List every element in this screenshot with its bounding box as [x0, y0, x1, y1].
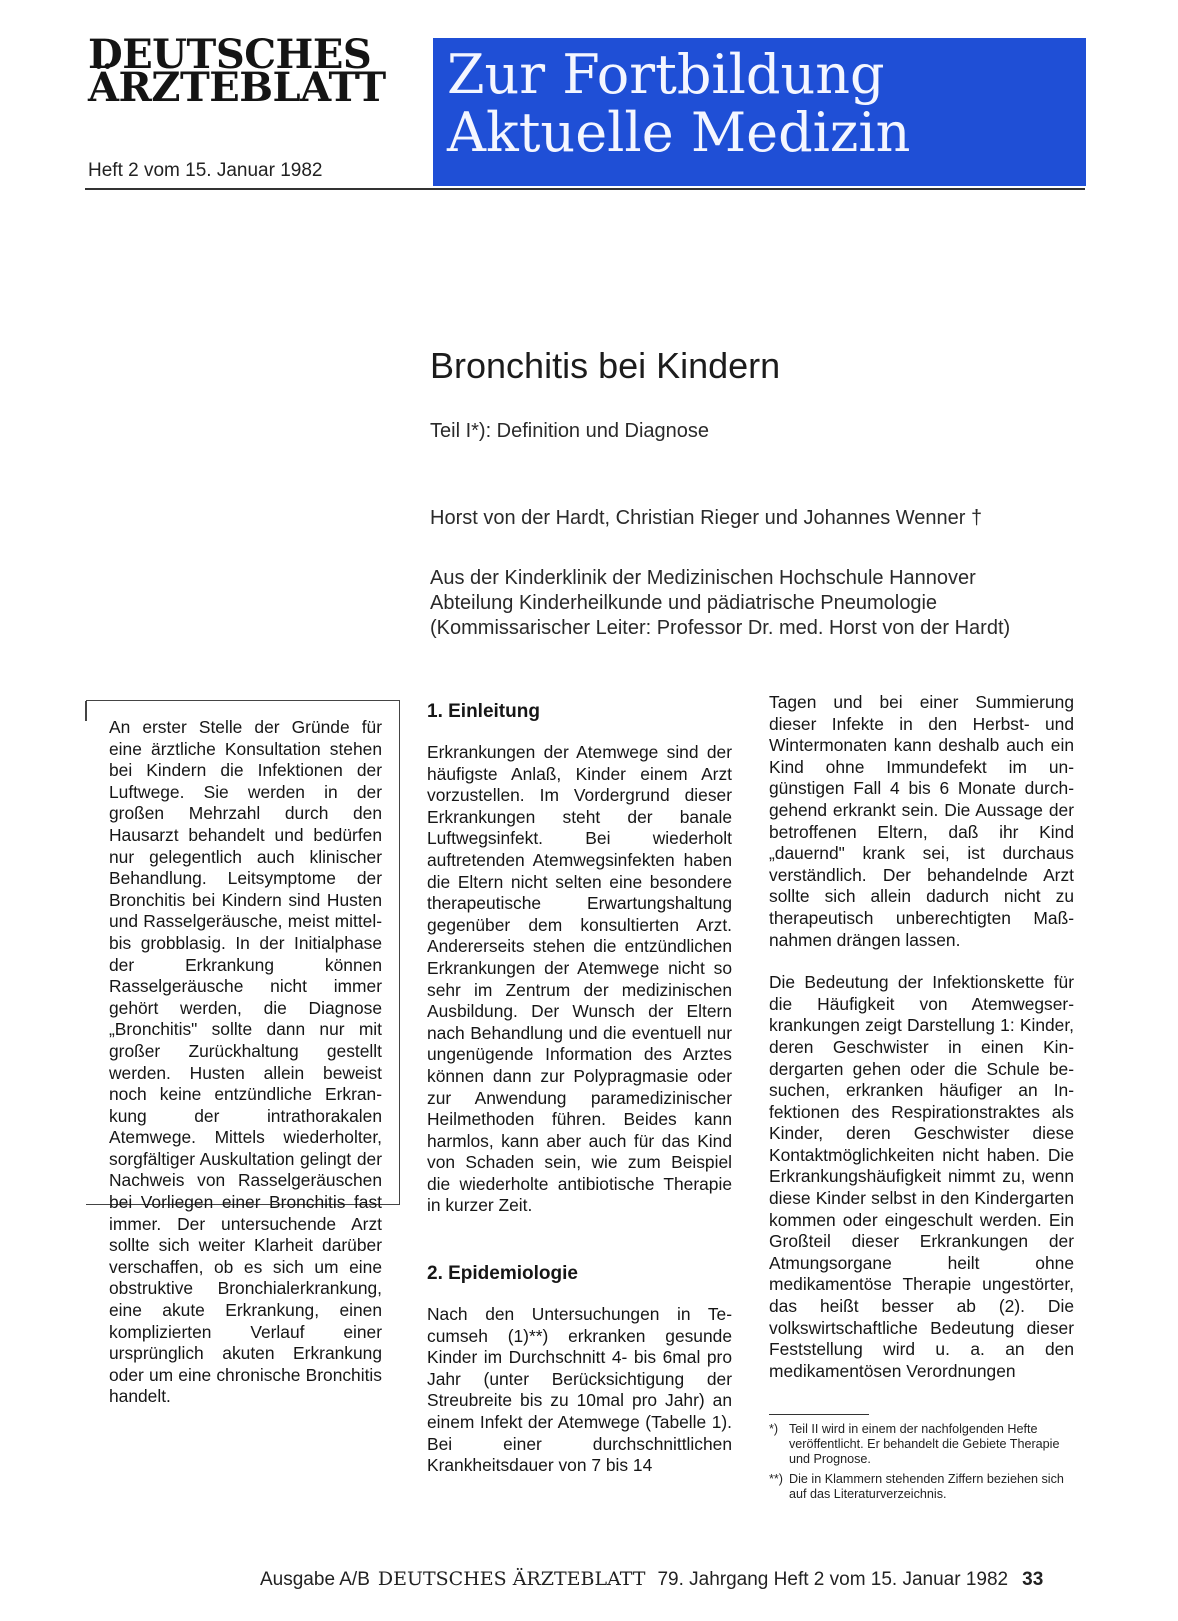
paragraph: Nach den Untersuchungen in Tecumseh (1)**) erkranken gesunde Kinder im Durchschnitt 4- bis 6mal pro Jahr (unter Berücksichtigung der Streubreite bis zu 10mal pro Jahr) an einem Infekt der Atemwege (Tabelle 1). Bei einer durchschnittlichen Krankheitsdauer von 7 bis 14 — [427, 1304, 732, 1476]
section-heading-epidemiologie: 2. Epidemiologie — [427, 1263, 578, 1285]
masthead-line-1: DEUTSCHES — [88, 31, 372, 78]
abstract-text: An erster Stelle der Gründe für eine ärztliche Konsultation stehen bei Kindern die Infektionen der Luftwege. Sie werden in der großen Mehrzahl durch den Hausarzt behandelt und bedürfen nur gelegentlich auch klinischer Behandlung. Leitsymptome der Bronchitis bei Kindern sind Husten und Rasselgeräusche, meist mittel- bis grobblasig. In der Initialphase der Erkrankung können Rasselgeräusche nicht immer gehört werden, die Diagnose „Bronchitis" sollte dann nur mit großer Zurückhaltung gestellt werden. Husten allein beweist noch keine entzündliche Erkrankung der intrathorakalen Atemwege. Mittels wiederholter, sorgfältiger Auskultation gelingt der Nachweis von Rasselgeräuschen bei Vorliegen einer Bronchitis fast immer. Der untersuchende Arzt sollte sich weiter Klarheit darüber verschaffen, ob es sich um eine obstruktive Bronchialerkrankung, eine akute Erkrankung, einen komplizierten Verlauf einer ursprünglich akuten Erkrankung oder um eine chronische Bronchitis handelt. — [109, 717, 382, 1407]
abstract-box — [86, 700, 400, 1407]
footnote-divider — [769, 1414, 869, 1415]
page-footer — [260, 1568, 1043, 1591]
page-number: 33 — [1022, 1569, 1044, 1590]
footnote — [769, 1472, 1074, 1502]
paragraph: Die Bedeutung der Infektionskette für die Häufigkeit von Atemwegserkrankungen zeigt Darstellung 1: Kinder, deren Geschwister in einen Kindergarten gehen oder die Schule besuchen, erkranken häufiger an Infektionen des Respirationstraktes als Kinder, deren Geschwister diese Kontaktmöglichkeiten nicht haben. Die Erkrankungshäufigkeit nimmt zu, wenn diese Kinder selbst in den Kindergarten kommen oder eingeschult werden. Ein Großteil dieser Erkrankungen der Atmungsorgane heilt ohne medikamentöse Therapie ungestörter, das heißt besser ab (2). Die volkswirtschaftliche Bedeutung dieser Feststellung wird u. a. an den medikamentösen Verordnungen — [769, 972, 1074, 1381]
footer-edition: Ausgabe A/B — [260, 1569, 370, 1590]
footnote-mark: **) — [769, 1472, 783, 1486]
section-banner — [433, 38, 1086, 186]
article-affiliation — [430, 566, 1010, 641]
column-1 — [427, 700, 732, 1477]
affiliation-line: (Kommissarischer Leiter: Professor Dr. med. Horst von der Hardt) — [430, 617, 1011, 639]
footnote-text: Teil II wird in einem der nachfolgenden Hefte veröffentlicht. Er behandelt die Gebiete Therapie und Prognose. — [789, 1422, 1060, 1466]
article-authors: Horst von der Hardt, Christian Rieger und Johannes Wenner † — [430, 507, 983, 529]
footnote — [769, 1422, 1074, 1467]
header-divider — [85, 188, 1085, 190]
article-title: Bronchitis bei Kindern — [430, 345, 781, 386]
section-heading-einleitung: 1. Einleitung — [427, 701, 540, 722]
affiliation-line: Abteilung Kinderheilkunde und pädiatrische Pneumologie — [430, 592, 938, 614]
banner-line-1: Zur Fortbildung — [447, 43, 885, 106]
journal-masthead — [88, 31, 386, 111]
footnote-mark: *) — [769, 1422, 779, 1436]
footnotes — [769, 1422, 1074, 1507]
affiliation-line: Aus der Kinderklinik der Medizinischen Hochschule Hannover — [430, 567, 976, 589]
issue-date: Heft 2 vom 15. Januar 1982 — [88, 160, 323, 181]
banner-text — [447, 43, 911, 164]
paragraph: Erkrankungen der Atemwege sind der häufigste Anlaß, Kinder einem Arzt vorzustellen. Im Vordergrund dieser Erkrankungen steht der banale Luftwegsinfekt. Bei wiederholt auftretenden Atemwegsinfekten haben die Eltern nicht selten eine besondere therapeutische Erwartungshaltung gegenüber dem konsultierten Arzt. Andererseits stehen die entzündlichen Erkrankungen der Atemwege nicht so sehr im Zentrum der medizinischen Ausbildung. Der Wunsch der Eltern nach Behandlung und die eventuell nur ungenügende Information des Arztes können dann zur Polypragmasie oder zur Anwendung paramedizinischer Heilmethoden führen. Beides kann harmlos, kann aber auch für das Kind von Schaden sein, wie zum Beispiel die wiederholte antibiotische Therapie in kurzer Zeit. — [427, 742, 732, 1216]
footer-volume: 79. Jahrgang Heft 2 vom 15. Januar 1982 — [657, 1569, 1009, 1590]
masthead-line-2: ÄRZTEBLATT — [88, 64, 386, 111]
column-2 — [769, 692, 1074, 1382]
footer-journal: DEUTSCHES ÄRZTEBLATT — [377, 1568, 646, 1590]
paragraph: Tagen und bei einer Summierung dieser Infekte in den Herbst- und Wintermonaten kann deshalb auch ein Kind ohne Immundefekt im ungünstigen Fall 4 bis 6 Monate durchgehend erkrankt sein. Die Aussage der betroffenen Eltern, daß ihr Kind „dauernd" krank sei, ist durchaus verständlich. Der behandelnde Arzt sollte sich allein dadurch nicht zu therapeutisch unberechtigten Maßnahmen drängen lassen. — [769, 692, 1074, 950]
footnote-text: Die in Klammern stehenden Ziffern beziehen sich auf das Literaturverzeichnis. — [789, 1472, 1064, 1501]
banner-line-2: Aktuelle Medizin — [447, 101, 911, 164]
article-subtitle: Teil I*): Definition und Diagnose — [430, 420, 710, 442]
